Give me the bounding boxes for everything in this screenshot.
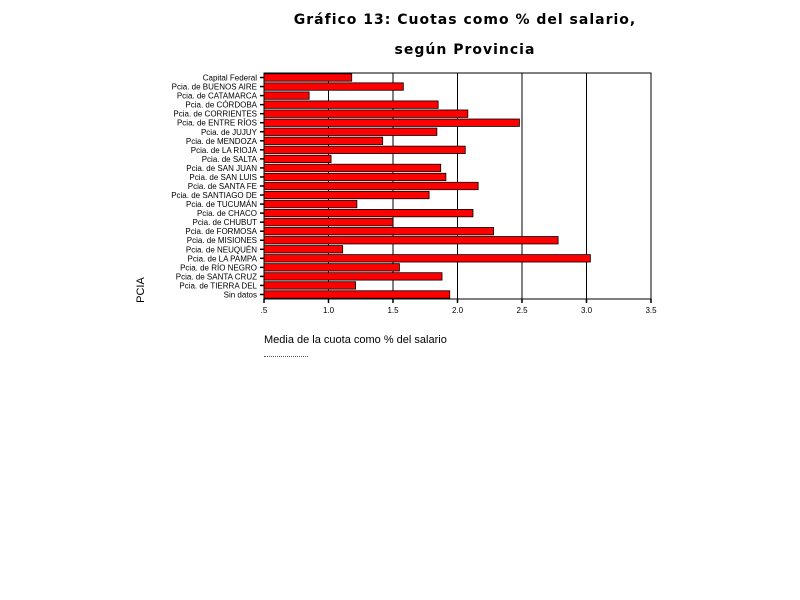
x-tick-label: 2.5 bbox=[516, 306, 528, 315]
y-tick-label: Pcia. de TIERRA DEL bbox=[179, 281, 257, 291]
y-tick-label: Capital Federal bbox=[202, 73, 257, 83]
y-tick-label: Sin datos bbox=[223, 290, 257, 300]
y-tick-label: Pcia. de ENTRE RÍOS bbox=[176, 118, 257, 128]
bar bbox=[264, 74, 352, 81]
y-tick-label: Pcia. de MENDOZA bbox=[185, 136, 257, 146]
y-tick-label: Pcia. de SANTIAGO DE bbox=[171, 191, 257, 201]
bar bbox=[264, 200, 357, 207]
y-tick-label: Pcia. de SALTA bbox=[201, 154, 257, 164]
y-tick-label: Pcia. de CHUBUT bbox=[192, 218, 257, 228]
x-tick-label: 3.5 bbox=[645, 306, 657, 315]
y-axis-label: PCIA bbox=[134, 277, 147, 303]
x-tick-label: 1.0 bbox=[322, 306, 335, 315]
y-tick-label: Pcia. de CORRIENTES bbox=[173, 109, 257, 119]
y-tick-label: Pcia. de CATAMARCA bbox=[176, 91, 257, 101]
chart-title: Gráfico 13: Cuotas como % del salario, bbox=[293, 12, 637, 28]
bar bbox=[264, 255, 590, 262]
footnote-mark bbox=[264, 356, 308, 359]
bar bbox=[264, 273, 442, 280]
bar bbox=[264, 146, 465, 153]
bar bbox=[264, 264, 399, 271]
y-tick-label: Pcia. de CÓRDOBA bbox=[185, 100, 257, 110]
bar bbox=[264, 92, 309, 99]
bar bbox=[264, 237, 558, 244]
bar bbox=[264, 191, 429, 198]
bar bbox=[264, 282, 356, 289]
y-tick-label: Pcia. de SAN LUIS bbox=[189, 172, 257, 182]
y-tick-label: Pcia. de SAN JUAN bbox=[186, 163, 257, 173]
bar bbox=[264, 227, 494, 234]
bar bbox=[264, 137, 383, 144]
y-tick-label: Pcia. de JUJUY bbox=[200, 127, 257, 137]
y-tick-label: Pcia. de SANTA FE bbox=[187, 182, 257, 191]
x-tick-labels bbox=[261, 299, 657, 315]
bar bbox=[264, 128, 437, 135]
bar bbox=[264, 164, 441, 171]
y-tick-label: Pcia. de RÍO NEGRO bbox=[180, 263, 257, 273]
bar bbox=[264, 155, 331, 162]
bar bbox=[264, 83, 403, 90]
bar bbox=[264, 119, 519, 126]
y-tick-label: Pcia. de LA PAMPA bbox=[187, 254, 257, 264]
bar bbox=[264, 291, 450, 298]
bar bbox=[264, 246, 343, 253]
y-tick-label: Pcia. de TUCUMÁN bbox=[186, 200, 257, 210]
bar bbox=[264, 182, 478, 189]
bar bbox=[264, 218, 393, 225]
y-tick-label: Pcia. de MISIONES bbox=[186, 236, 257, 246]
bar bbox=[264, 173, 446, 180]
chart-subtitle: según Provincia bbox=[394, 42, 536, 58]
x-tick-label: .5 bbox=[260, 306, 268, 315]
y-tick-label: Pcia. de SANTA CRUZ bbox=[175, 272, 257, 282]
x-axis-label: Media de la cuota como % del salario bbox=[264, 334, 447, 346]
y-tick-label: Pcia. de LA RIOJA bbox=[190, 145, 257, 155]
y-tick-label: Pcia. de FORMOSA bbox=[185, 227, 257, 237]
y-tick-label: Pcia. de NEUQUÉN bbox=[185, 245, 257, 255]
y-tick-labels bbox=[171, 74, 264, 300]
bars bbox=[264, 74, 590, 298]
y-tick-label: Pcia. de BUENOS AIRE bbox=[171, 82, 257, 92]
x-tick-label: 1.5 bbox=[387, 306, 399, 315]
bar bbox=[264, 209, 473, 216]
x-tick-label: 2.0 bbox=[451, 306, 464, 315]
bar bbox=[264, 101, 438, 108]
bar bbox=[264, 110, 468, 117]
y-tick-label: Pcia. de CHACO bbox=[196, 209, 257, 219]
x-tick-label: 3.0 bbox=[580, 306, 593, 315]
